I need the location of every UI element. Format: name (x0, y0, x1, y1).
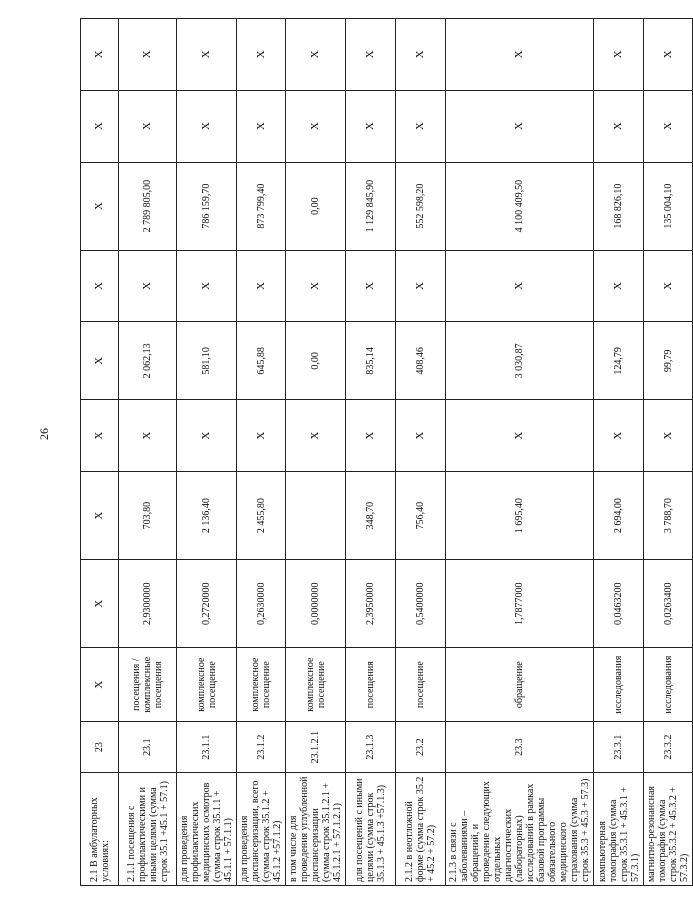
value-cell: Х (81, 90, 119, 162)
value-cell: Х (446, 400, 594, 472)
table-row (237, 19, 286, 886)
value-cell: Х (446, 250, 594, 322)
table-row (446, 19, 594, 886)
value-cell: Х (644, 250, 693, 322)
row-code: 23.1 (119, 722, 177, 773)
value-cell: 0,2630000 (237, 560, 286, 648)
value-cell: 786 159,70 (177, 162, 237, 250)
value-cell: Х (286, 90, 346, 162)
unit-cell: комплексное посещение (177, 648, 237, 722)
row-label: в том числе для проведения углубленной диспансеризации (сумма строк 35.1.2.1 + 45.1.2.1 + 57.1.2.1) (286, 773, 346, 886)
value-cell: 645,88 (237, 322, 286, 400)
value-cell: Х (594, 90, 644, 162)
value-cell: Х (177, 19, 237, 91)
value-cell: 0,0463200 (594, 560, 644, 648)
value-cell: Х (177, 400, 237, 472)
table-row (177, 19, 237, 886)
row-label: 2.1.1 посещения с профилактическими и иными целями (сумма строк 35.1 +45.1 + 57.1) (119, 773, 177, 886)
value-cell: 756,40 (396, 472, 446, 560)
value-cell: Х (119, 400, 177, 472)
value-cell: Х (446, 90, 594, 162)
value-cell: Х (81, 250, 119, 322)
value-cell: Х (644, 400, 693, 472)
table-row (396, 19, 446, 886)
value-cell: 99,79 (644, 322, 693, 400)
value-cell: Х (346, 90, 396, 162)
value-cell: 552 598,20 (396, 162, 446, 250)
value-cell: Х (81, 19, 119, 91)
table-row (286, 19, 346, 886)
value-cell: Х (594, 250, 644, 322)
value-cell: Х (286, 400, 346, 472)
value-cell: Х (446, 19, 594, 91)
unit-cell: комплексное посещение (286, 648, 346, 722)
unit-cell: посещения (346, 648, 396, 722)
row-label: для проведения профилактических медицинских осмотров (сумма строк 35.1.1 + 45.1.1 + 57.1.1) (177, 773, 237, 886)
value-cell: 2,3950000 (346, 560, 396, 648)
value-cell: 2 136,40 (177, 472, 237, 560)
table-row (346, 19, 396, 886)
row-code: 23.2 (396, 722, 446, 773)
unit-cell: исследования (644, 648, 693, 722)
value-cell: Х (396, 250, 446, 322)
value-cell: 4 100 409,50 (446, 162, 594, 250)
value-cell: 408,46 (396, 322, 446, 400)
value-cell: 2,9300000 (119, 560, 177, 648)
value-cell: 1,7877000 (446, 560, 594, 648)
unit-cell: обращение (446, 648, 594, 722)
value-cell: Х (237, 400, 286, 472)
table-container (80, 18, 690, 886)
unit-cell: исследования (594, 648, 644, 722)
value-cell: Х (81, 322, 119, 400)
value-cell: Х (286, 250, 346, 322)
row-code: 23.1.2.1 (286, 722, 346, 773)
value-cell: 2 455,80 (237, 472, 286, 560)
row-label: магнитно-резонансная томография (сумма строк 35.3.2 + 45.3.2 + 57.3.2) (644, 773, 693, 886)
value-cell (286, 472, 346, 560)
value-cell: 873 799,40 (237, 162, 286, 250)
page-number: 26 (37, 428, 51, 440)
row-code: 23.3.2 (644, 722, 693, 773)
rotated-table (80, 18, 690, 886)
row-code: 23.1.3 (346, 722, 396, 773)
value-cell: Х (81, 400, 119, 472)
row-label: для проведения диспансеризации, всего (сумма строк 35.1.2 + 45.1.2 +57.1.2) (237, 773, 286, 886)
row-label: компьютерная томография (сумма строк 35.3.1 + 45.3.1 + 57.3.1) (594, 773, 644, 886)
unit-cell: посещения / комплексные посещения (119, 648, 177, 722)
value-cell: Х (81, 162, 119, 250)
row-label: для посещений с иными целями (сумма строк 35.1.3 + 45.1.3 +57.1.3) (346, 773, 396, 886)
value-cell: Х (644, 90, 693, 162)
table-row (644, 19, 693, 886)
value-cell: 581,10 (177, 322, 237, 400)
value-cell: Х (237, 90, 286, 162)
value-cell: Х (119, 90, 177, 162)
value-cell: 835,14 (346, 322, 396, 400)
row-code: 23 (81, 722, 119, 773)
row-label: 2.1 В амбулаторных условиях: (81, 773, 119, 886)
table-row (81, 19, 119, 886)
unit-cell: комплексное посещение (237, 648, 286, 722)
value-cell: 0,00 (286, 322, 346, 400)
value-cell: 2 062,13 (119, 322, 177, 400)
value-cell: 1 129 845,90 (346, 162, 396, 250)
value-cell: Х (81, 472, 119, 560)
value-cell: 0,00 (286, 162, 346, 250)
value-cell: 124,79 (594, 322, 644, 400)
value-cell: Х (119, 250, 177, 322)
value-cell: 135 004,10 (644, 162, 693, 250)
row-code: 23.3 (446, 722, 594, 773)
value-cell: 3 788,70 (644, 472, 693, 560)
value-cell: 0,0263400 (644, 560, 693, 648)
value-cell: Х (237, 19, 286, 91)
value-cell: Х (237, 250, 286, 322)
value-cell: Х (396, 90, 446, 162)
value-cell: Х (594, 400, 644, 472)
table-row (119, 19, 177, 886)
value-cell: 0,2720000 (177, 560, 237, 648)
value-cell: 348,70 (346, 472, 396, 560)
value-cell: Х (286, 19, 346, 91)
value-cell: 0,5400000 (396, 560, 446, 648)
value-cell: 168 826,10 (594, 162, 644, 250)
value-cell: 0,0000000 (286, 560, 346, 648)
value-cell: Х (396, 400, 446, 472)
row-code: 23.1.2 (237, 722, 286, 773)
unit-cell: Х (81, 648, 119, 722)
value-cell: 3 030,87 (446, 322, 594, 400)
table-row (594, 19, 644, 886)
value-cell: 1 695,40 (446, 472, 594, 560)
unit-cell: посещение (396, 648, 446, 722)
value-cell: Х (119, 19, 177, 91)
value-cell: Х (346, 400, 396, 472)
value-cell: Х (81, 560, 119, 648)
value-cell: Х (644, 19, 693, 91)
budget-table (80, 18, 693, 886)
row-label: 2.1.2 в неотложной форме (сумма строк 35.2 + 45.2 + 57.2) (396, 773, 446, 886)
value-cell: 703,80 (119, 472, 177, 560)
value-cell: Х (177, 90, 237, 162)
value-cell: Х (594, 19, 644, 91)
value-cell: 2 789 805,00 (119, 162, 177, 250)
value-cell: 2 694,00 (594, 472, 644, 560)
value-cell: Х (396, 19, 446, 91)
row-code: 23.1.1 (177, 722, 237, 773)
row-code: 23.3.1 (594, 722, 644, 773)
value-cell: Х (177, 250, 237, 322)
value-cell: Х (346, 19, 396, 91)
row-label: 2.1.3 в связи с заболеваниями – обращений, и проведение следующих отдельных диагностических (лабораторных) исследований в рамках базовой программы обязательного медицинского страхования (сумма строк 35.3 + 45.3 + 57.3) (446, 773, 594, 886)
value-cell: Х (346, 250, 396, 322)
